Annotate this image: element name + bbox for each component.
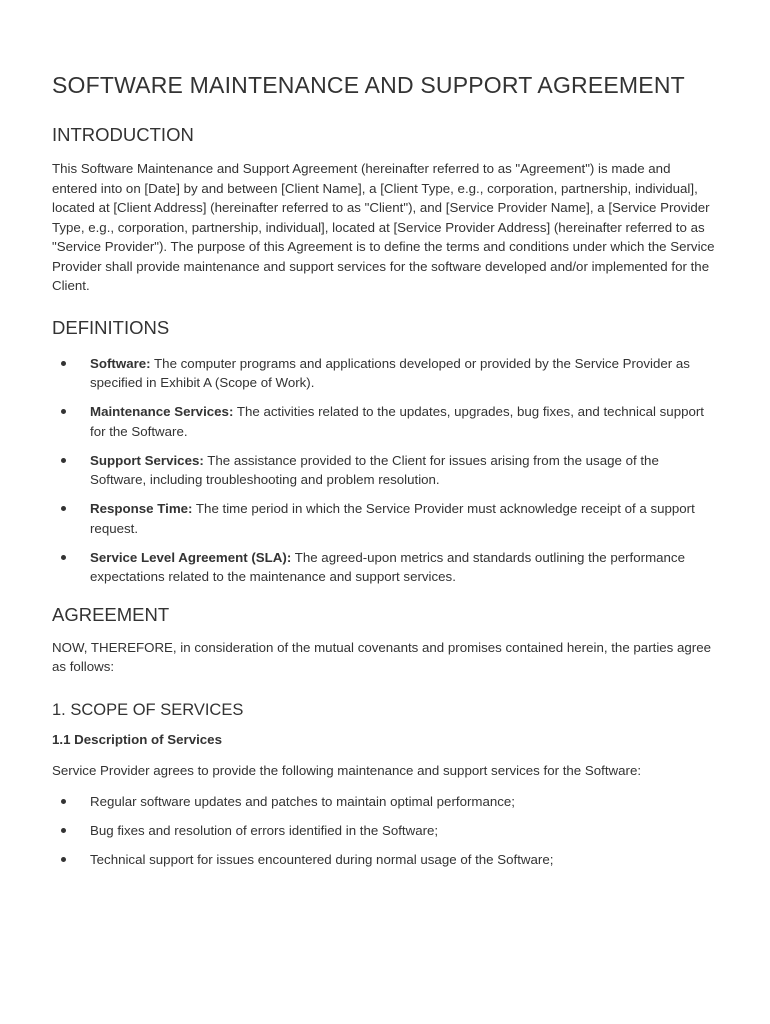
service-item (52, 792, 718, 812)
services-list (52, 792, 718, 870)
definition-text: The time period in which the Service Provider must acknowledge receipt of a support request. (90, 501, 695, 536)
definitions-list (52, 354, 718, 587)
bullet-icon (61, 361, 66, 366)
agreement-text: NOW, THEREFORE, in consideration of the mutual covenants and promises contained herein, the parties agree as follows: (52, 639, 712, 674)
definition-text: The activities related to the updates, upgrades, bug fixes, and technical support for the Software. (90, 404, 705, 439)
bullet-icon (61, 458, 66, 463)
definition-item (52, 548, 718, 587)
definition-term: Maintenance Services: (90, 404, 234, 419)
definition-term: Service Level Agreement (SLA): (90, 549, 292, 565)
definition-item (52, 354, 718, 393)
bullet-icon (61, 828, 66, 833)
service-item (52, 850, 718, 870)
definition-item (52, 402, 718, 441)
definition-item (52, 451, 718, 490)
bullet-icon (61, 857, 66, 862)
description-subheading: 1.1 Description of Services (52, 731, 222, 747)
definition-term: Support Services: (90, 452, 204, 468)
definition-text: The assistance provided to the Client for issues arising from the usage of the Software, including troubleshooting and problem resolution. (90, 452, 659, 487)
agreement-heading: AGREEMENT (52, 603, 170, 625)
service-text: Regular software updates and patches to maintain optimal performance; (90, 794, 516, 809)
introduction-heading: INTRODUCTION (52, 124, 194, 145)
definition-item (52, 499, 718, 538)
definition-text: The computer programs and applications developed or provided by the Service Provider as specified in Exhibit A (Scope of Work). (90, 355, 690, 390)
bullet-icon (61, 409, 66, 414)
service-text: Technical support for issues encountered during normal usage of the Software; (90, 852, 554, 867)
scope-heading: 1. SCOPE OF SERVICES (52, 700, 244, 719)
service-item (52, 821, 718, 841)
introduction-text: This Software Maintenance and Support Agreement (hereinafter referred to as "Agreement") is made and entered into on [Date] by and between [Client Name], a [Client Type, e.g., corporation, partnership, individual], located at [Client Address] (hereinafter referred to as "Client"), and [Service Provider Name], a [Service Provider Type, e.g., corporation, partnership, individual], located at [Service Provider Address] (hereinafter referred to as "Service Provider"). The purpose of this Agreement is to define the terms and conditions under which the Service Provider shall provide maintenance and support services for the software developed and/or implemented for the Client. (52, 161, 715, 293)
service-text: Bug fixes and resolution of errors identified in the Software; (90, 823, 439, 838)
bullet-icon (61, 506, 66, 511)
scope-text: Service Provider agrees to provide the following maintenance and support services for the Software: (52, 762, 642, 778)
definitions-heading: DEFINITIONS (52, 316, 170, 338)
definition-text: The agreed-upon metrics and standards outlining the performance expectations related to the maintenance and support services. (90, 549, 685, 584)
document-title: SOFTWARE MAINTENANCE AND SUPPORT AGREEMENT (52, 72, 685, 98)
bullet-icon (61, 555, 66, 560)
definition-term: Software: (90, 355, 151, 371)
definition-term: Response Time: (90, 501, 193, 516)
bullet-icon (61, 799, 66, 804)
